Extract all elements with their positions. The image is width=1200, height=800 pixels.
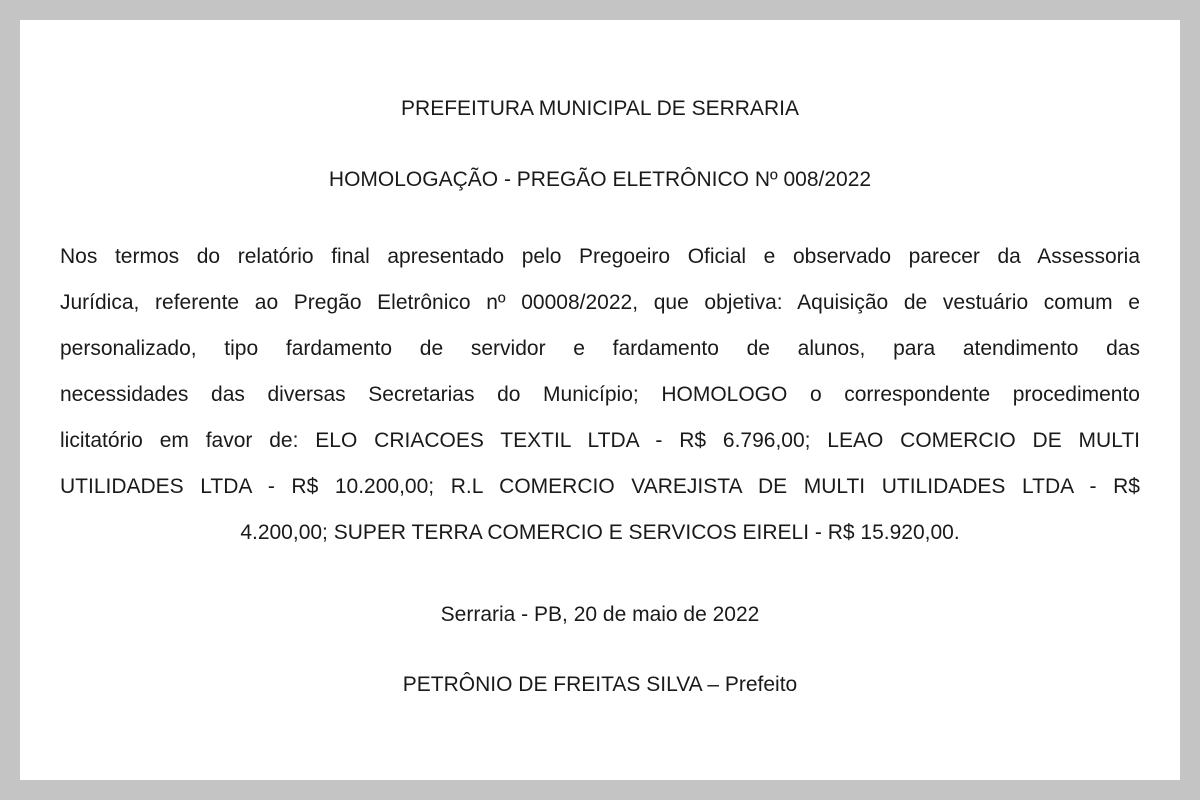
body-line: necessidades das diversas Secretarias do Município; HOMOLOGO o correspondente procedimento bbox=[60, 383, 1140, 406]
body-line: licitatório em favor de: ELO CRIACOES TEXTIL LTDA - R$ 6.796,00; LEAO COMERCIO DE MULTI bbox=[60, 429, 1140, 452]
document-page bbox=[20, 20, 1180, 780]
body-line: 4.200,00; SUPER TERRA COMERCIO E SERVICOS EIRELI - R$ 15.920,00. bbox=[240, 521, 960, 544]
document-body bbox=[60, 234, 1140, 556]
body-line: UTILIDADES LTDA - R$ 10.200,00; R.L COMERCIO VAREJISTA DE MULTI UTILIDADES LTDA - R$ bbox=[60, 475, 1140, 498]
document-title: PREFEITURA MUNICIPAL DE SERRARIA bbox=[401, 97, 799, 120]
body-line: Nos termos do relatório final apresentado pelo Pregoeiro Oficial e observado parecer da Assessoria bbox=[60, 245, 1140, 268]
body-line: personalizado, tipo fardamento de servidor e fardamento de alunos, para atendimento das bbox=[60, 337, 1140, 360]
signature-line: PETRÔNIO DE FREITAS SILVA – Prefeito bbox=[402, 673, 798, 696]
document-subtitle: HOMOLOGAÇÃO - PREGÃO ELETRÔNICO Nº 008/2022 bbox=[328, 168, 872, 191]
body-line: Jurídica, referente ao Pregão Eletrônico nº 00008/2022, que objetiva: Aquisição de vestuário comum e bbox=[60, 291, 1140, 314]
date-line: Serraria - PB, 20 de maio de 2022 bbox=[440, 603, 760, 626]
